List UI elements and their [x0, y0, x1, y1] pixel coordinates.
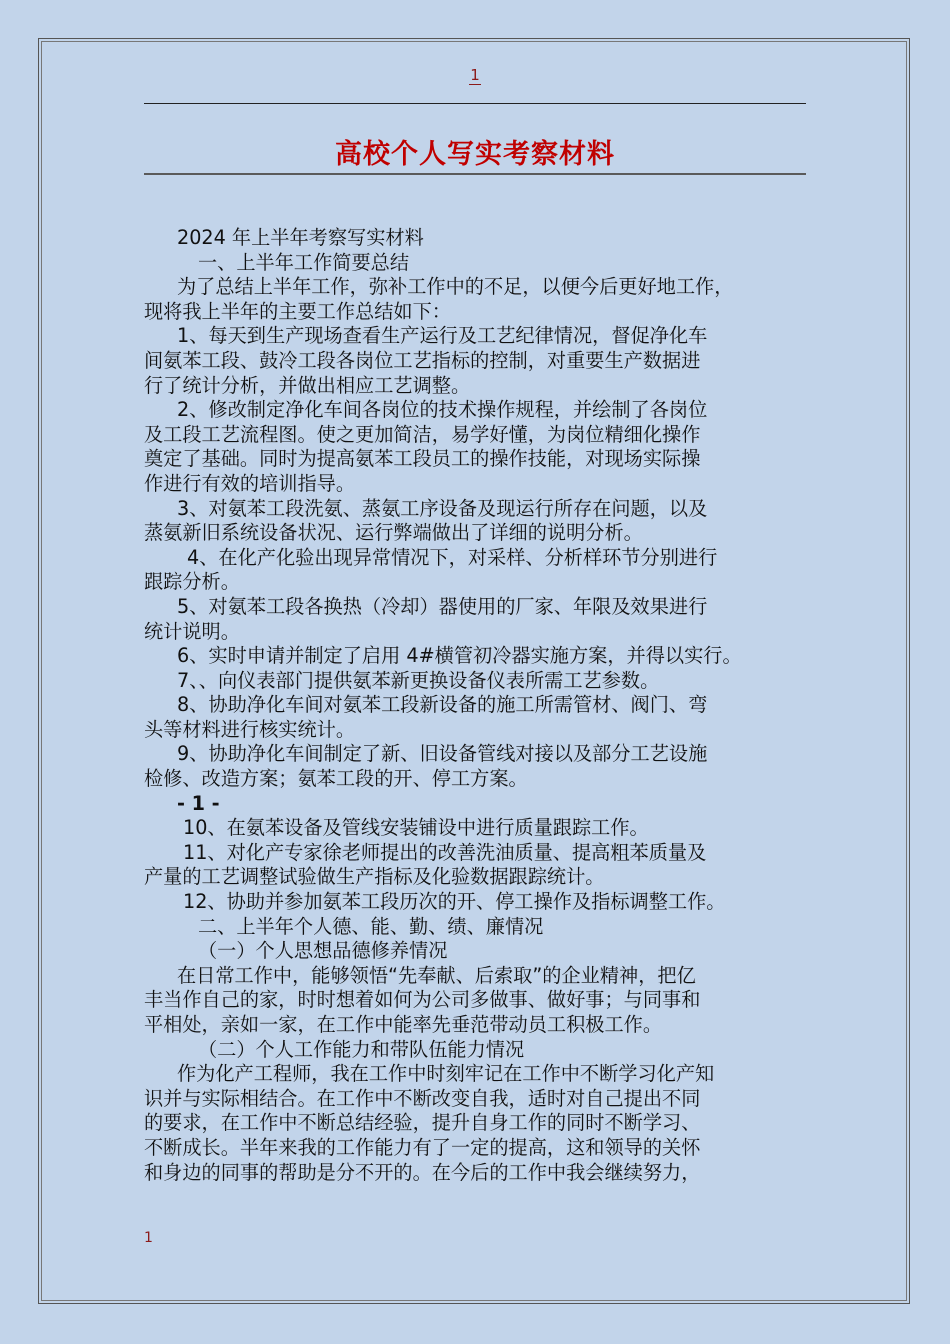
text-line: 产量的工艺调整试验做生产指标及化验数据跟踪统计。	[144, 865, 605, 889]
text-line: 为了总结上半年工作，弥补工作中的不足，以便今后更好地工作，	[177, 275, 734, 299]
header-rule	[144, 103, 806, 104]
document-body	[144, 226, 814, 1185]
text-line: 和身边的同事的帮助是分不开的。在今后的工作中我会继续努力，	[144, 1160, 701, 1184]
section-heading: 一、上半年工作简要总结	[198, 250, 410, 274]
text-line: 的要求，在工作中不断总结经验，提升自身工作的同时不断学习、	[144, 1111, 701, 1135]
text-line: 1、每天到生产现场查看生产运行及工艺纪律情况，督促净化车	[177, 324, 708, 348]
title-rule	[144, 173, 806, 175]
text-line: 3、对氨苯工段洗氨、蒸氨工序设备及现运行所存在问题，以及	[177, 496, 708, 520]
subsection-heading: （一）个人思想品德修养情况	[198, 939, 448, 963]
text-line: 7、、向仪表部门提供氨苯新更换设备仪表所需工艺参数。	[177, 668, 660, 692]
text-line: 蒸氨新旧系统设备状况、运行弊端做出了详细的说明分析。	[144, 521, 643, 545]
text-line: 丰当作自己的家，时时想着如何为公司多做事、做好事；与同事和	[144, 988, 701, 1012]
subsection-heading: （二）个人工作能力和带队伍能力情况	[198, 1037, 525, 1061]
text-line: 不断成长。半年来我的工作能力有了一定的提高，这和领导的关怀	[144, 1135, 701, 1159]
text-line: 8、协助净化车间对氨苯工段新设备的施工所需管材、阀门、弯	[177, 693, 708, 717]
text-line: 6、实时申请并制定了启用 4#横管初冷器实施方案，并得以实行。	[177, 644, 742, 668]
text-line: 行了统计分析，并做出相应工艺调整。	[144, 373, 471, 397]
text-line: 作进行有效的培训指导。	[144, 471, 356, 495]
text-line: 识并与实际相结合。在工作中不断改变自我，适时对自己提出不同	[144, 1086, 701, 1110]
text-line: 检修、改造方案；氨苯工段的开、停工方案。	[144, 767, 528, 791]
text-line: 12、协助并参加氨苯工段历次的开、停工操作及指标调整工作。	[183, 890, 726, 914]
footer-page-number: 1	[144, 1230, 153, 1246]
text-line: 现将我上半年的主要工作总结如下：	[144, 299, 451, 323]
text-line: 跟踪分析。	[144, 570, 240, 594]
text-line: 5、对氨苯工段各换热（冷却）器使用的厂家、年限及效果进行	[177, 594, 708, 618]
text-line: 作为化产工程师，我在工作中时刻牢记在工作中不断学习化产知	[177, 1062, 715, 1086]
text-line: 统计说明。	[144, 619, 240, 643]
document-title: 高校个人写实考察材料	[335, 139, 615, 170]
text-line: 2024 年上半年考察写实材料	[177, 226, 424, 249]
text-line: 平相处，亲如一家，在工作中能率先垂范带动员工积极工作。	[144, 1013, 663, 1036]
text-line: 头等材料进行核实统计。	[144, 717, 356, 741]
text-line: 在日常工作中，能够领悟“先奉献、后索取”的企业精神，把亿	[177, 963, 696, 987]
text-line: 4、在化产化验出现异常情况下，对采样、分析样环节分别进行	[187, 545, 718, 569]
section-heading: 二、上半年个人德、能、勤、绩、廉情况	[198, 914, 544, 938]
text-line: 间氨苯工段、鼓冷工段各岗位工艺指标的控制，对重要生产数据进	[144, 348, 701, 372]
text-line: 11、对化产专家徐老师提出的改善洗油质量、提高粗苯质量及	[183, 840, 707, 864]
text-line: 9、协助净化车间制定了新、旧设备管线对接以及部分工艺设施	[177, 742, 708, 766]
text-line: 及工段工艺流程图。使之更加简洁，易学好懂，为岗位精细化操作	[144, 422, 701, 446]
text-line: 2、修改制定净化车间各岗位的技术操作规程，并绘制了各岗位	[177, 398, 708, 422]
text-line: 10、在氨苯设备及管线安装铺设中进行质量跟踪工作。	[183, 816, 649, 840]
inline-page-number: - 1 -	[177, 791, 220, 815]
text-line: 奠定了基础。同时为提高氨苯工段员工的操作技能，对现场实际操	[144, 447, 701, 471]
header-page-number: 1	[470, 66, 480, 84]
